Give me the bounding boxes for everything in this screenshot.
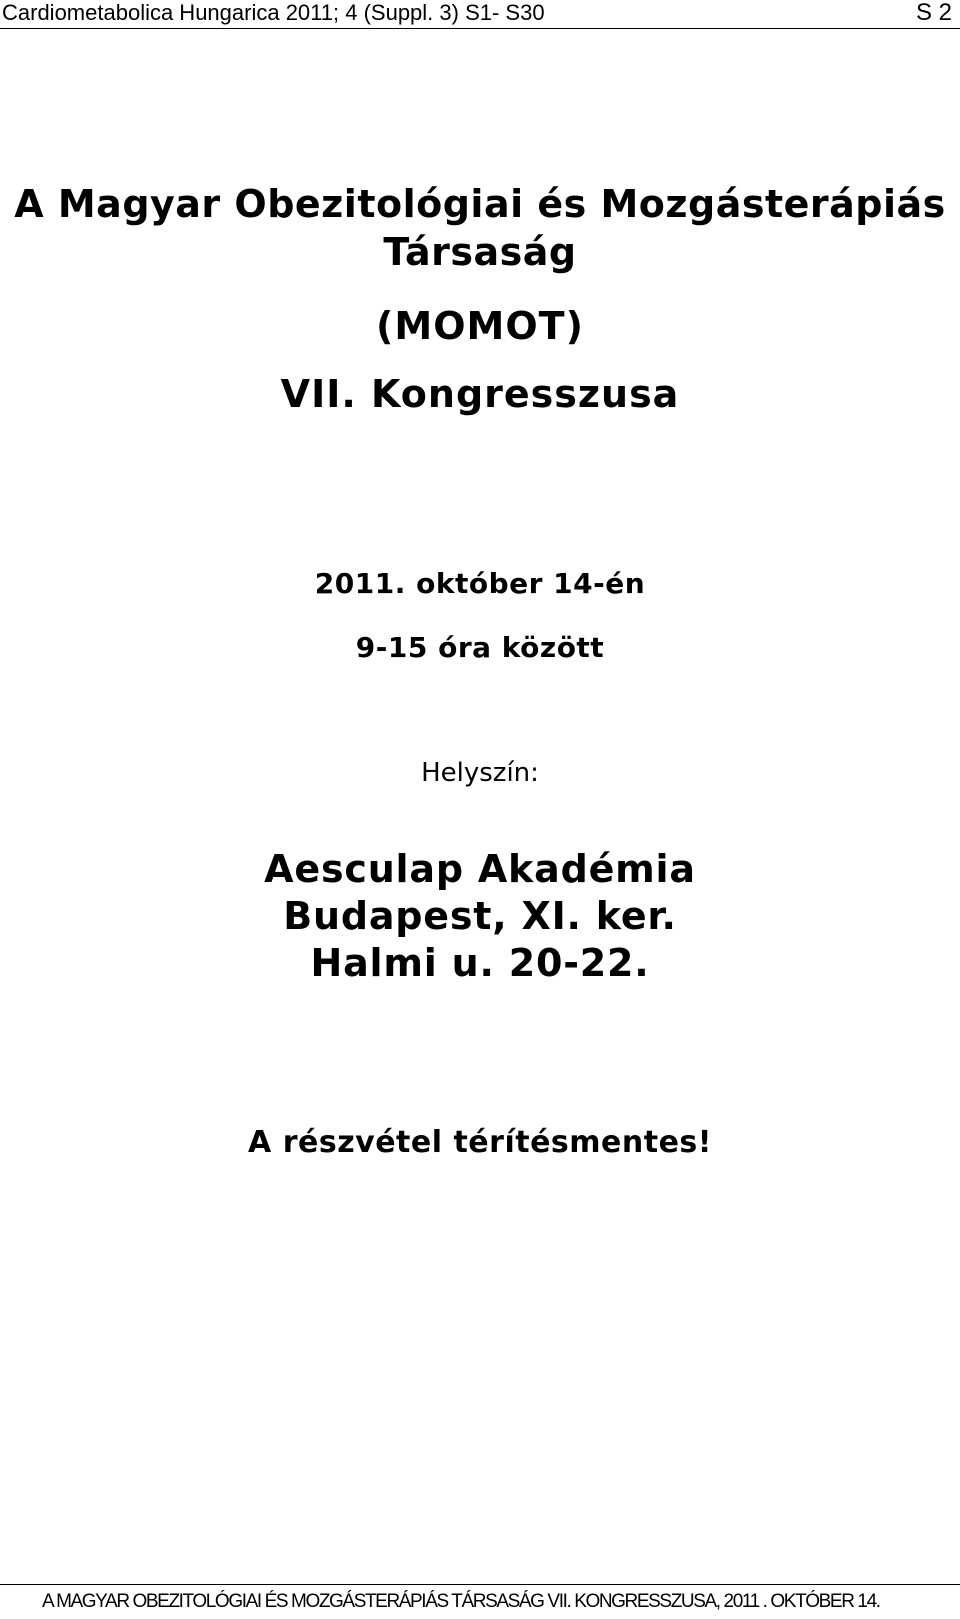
page-number: S 2 [915,0,952,26]
congress-title: VII. Kongresszusa [280,372,680,416]
venue-label: Helyszín: [421,758,539,788]
venue-line-3: Halmi u. 20-22. [310,941,650,985]
running-footer [0,1584,960,1619]
footer-text: A MAGYAR OBEZITOLÓGIAI ÉS MOZGÁSTERÁPIÁS TÁRSASÁG VII. KONGRESSZUSA, 2011 . OKTÓBER 14. [42,1591,880,1612]
journal-citation: Cardiometabolica Hungarica 2011; 4 (Suppl. 3) S1- S30 [2,0,545,25]
participation-fee-note: A részvétel térítésmentes! [248,1125,712,1160]
society-title-line-1: A Magyar Obezitológiai és Mozgásterápiás [14,182,946,226]
venue-line-2: Budapest, XI. ker. [283,894,677,938]
venue-line-1: Aesculap Akadémia [264,847,696,891]
event-date: 2011. október 14-én [314,567,646,600]
society-abbreviation: (MOMOT) [376,304,584,348]
venue-address [0,846,960,987]
society-title-line-2: Társaság [383,230,577,274]
society-title [0,180,960,276]
running-header [0,0,960,29]
event-time: 9-15 óra között [355,631,605,664]
